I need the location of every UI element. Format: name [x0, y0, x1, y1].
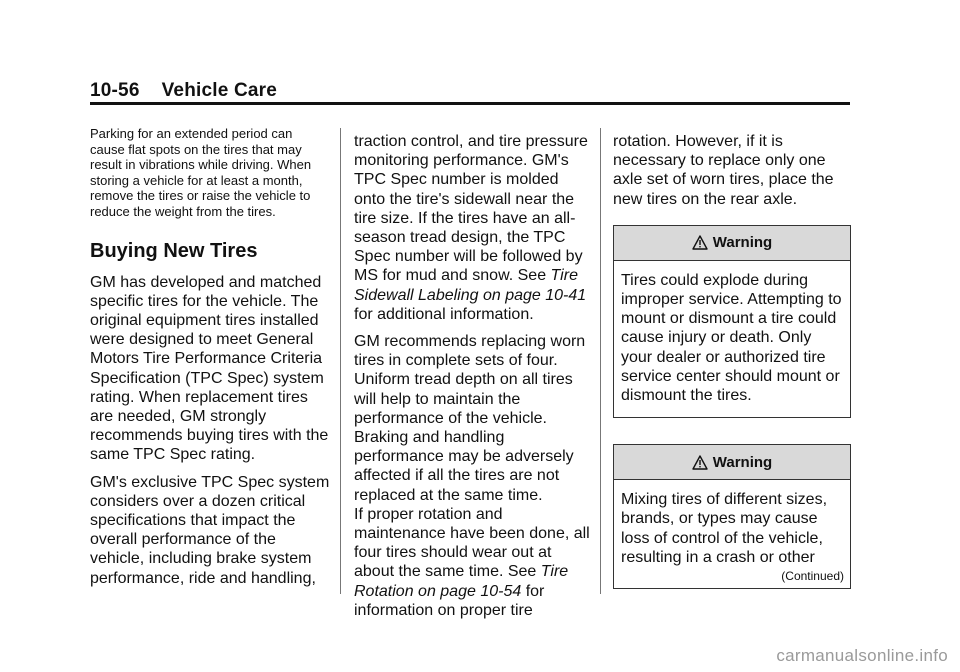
warning-label: Warning [712, 453, 773, 471]
warning-box-2 [613, 444, 851, 589]
header-rule [90, 102, 850, 105]
watermark: carmanualsonline.info [776, 646, 948, 665]
section-title: Vehicle Care [161, 80, 278, 101]
warning-body [614, 261, 850, 417]
storage-paragraph: Parking for an extended period can cause flat spots on the tires that may result in vibrations while driving. When storing a vehicle for at least a month, remove the tires or raise the vehicle to reduce the weight from the tires. [90, 126, 312, 219]
column-1 [90, 126, 330, 588]
warning-text: Tires could explode during improper service. Attempting to mount or dismount a tire could cause injury or death. Only your dealer or authorized tire service center should mount or dismount the tires. [621, 271, 842, 405]
rear-axle-paragraph: rotation. However, if it is necessary to replace only one axle set of worn tires, place the new tires on the rear axle. [613, 133, 834, 208]
warning-header [614, 445, 850, 480]
warning-body [614, 480, 850, 588]
column-3 [613, 132, 853, 589]
page-header [90, 80, 277, 102]
tpc-paragraph: GM has developed and matched specific tires for the vehicle. The original equipment tires installed were designed to meet General Motors Tire Performance Criteria Specification (TPC Spec) system rating. When replacement tires are needed, GM strongly recommends buying tires with the same TPC Spec rating. [90, 273, 329, 464]
warning-header [614, 226, 850, 261]
page-number: 10-56 [90, 80, 140, 101]
column-2 [354, 132, 592, 620]
column-divider-2 [600, 128, 601, 594]
warning-icon [692, 455, 708, 470]
link-tire-sidewall-labeling[interactable]: Tire Sidewall Labeling on page 10-41 [354, 267, 587, 304]
tpc-system-paragraph: GM's exclusive TPC Spec system considers over a dozen critical specifications that impact the overall performance of the vehicle, including brake system performance, ride and handling, [90, 473, 330, 587]
rotation-paragraph: If proper rotation and maintenance have been done, all four tires should wear out at about the same time. See Tire Rotation on page 10-54 for information on proper tire [354, 505, 590, 619]
section-heading: Buying New Tires [90, 239, 258, 262]
column-divider-1 [340, 128, 341, 594]
warning-text: Mixing tires of different sizes, brands, or types may cause loss of control of the vehicle, resulting in a crash or other [621, 491, 828, 566]
replace-sets-paragraph: GM recommends replacing worn tires in complete sets of four. Uniform tread depth on all tires will help to maintain the performance of the vehicle. Braking and handling performance may be adversely affected if all the tires are not replaced at the same time. [354, 333, 586, 504]
warning-icon [692, 235, 708, 250]
warning-box-1 [613, 225, 851, 418]
warning-label: Warning [712, 234, 773, 252]
link-tire-rotation[interactable]: Tire Rotation on page 10-54 [354, 563, 569, 600]
continued-label: (Continued) [781, 569, 844, 584]
tpc-number-paragraph: traction control, and tire pressure monitoring performance. GM's TPC Spec number is molded onto the tire's sidewall near the tire size. If the tires have an all-season tread design, the TPC Spec number will be followed by MS for mud and snow. See Tire Sidewall Labeling on page 10-41 for additional information. [354, 133, 588, 323]
